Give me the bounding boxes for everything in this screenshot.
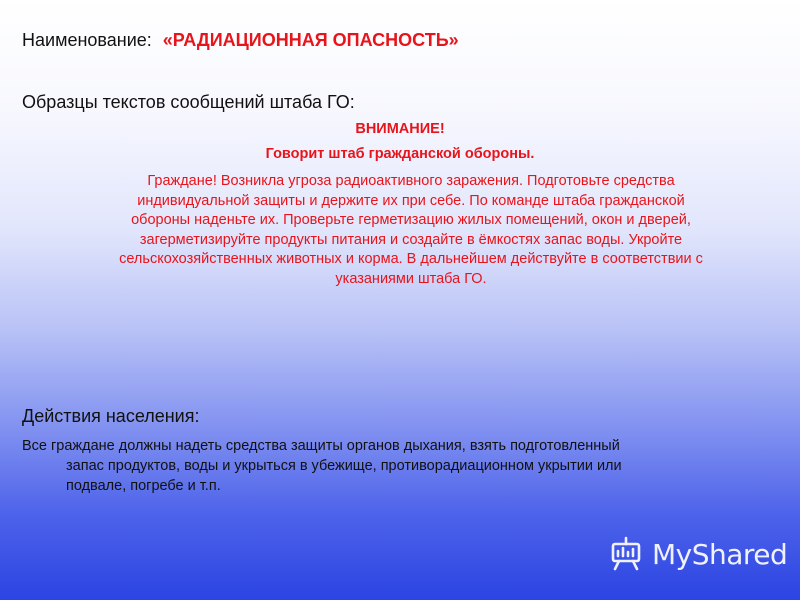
samples-title: Образцы текстов сообщений штаба ГО: (22, 92, 355, 112)
myshared-logo-icon (606, 534, 646, 574)
actions-line: запас продуктов, воды и укрыться в убежище, противорадиационном укрытии или (66, 458, 622, 474)
myshared-brand: MyShared (652, 537, 788, 571)
attention-heading: ВНИМАНИЕ! (355, 121, 445, 137)
staff-heading: Говорит штаб гражданской обороны. (265, 146, 535, 162)
alert-message-line: обороны наденьте их. Проверьте герметизацию жилых помещений, окон и дверей, (131, 212, 691, 229)
alert-message-line: индивидуальной защиты и держите их при себе. По команде штаба гражданской (137, 192, 685, 209)
hazard-name: «РАДИАЦИОННАЯ ОПАСНОСТЬ» (162, 30, 459, 50)
naming-label: Наименование: (22, 30, 152, 50)
alert-message (40, 172, 782, 290)
alert-message-line: сельскохозяйственных животных и корма. В дальнейшем действуйте в соответствии с (119, 251, 703, 268)
alert-message-line: Граждане! Возникла угроза радиоактивного заражения. Подготовьте средства (147, 173, 675, 189)
myshared-watermark (606, 534, 787, 574)
naming-line (22, 30, 459, 51)
actions-text (22, 436, 782, 496)
actions-line: Все граждане должны надеть средства защиты органов дыхания, взять подготовленный (22, 438, 620, 454)
alert-message-line: загерметизируйте продукты питания и создайте в ёмкостях запас воды. Укройте (139, 231, 683, 248)
actions-line: подвале, погребе и т.п. (66, 478, 221, 494)
actions-title: Действия населения: (22, 406, 200, 426)
alert-message-line: указаниями штаба ГО. (335, 270, 487, 287)
